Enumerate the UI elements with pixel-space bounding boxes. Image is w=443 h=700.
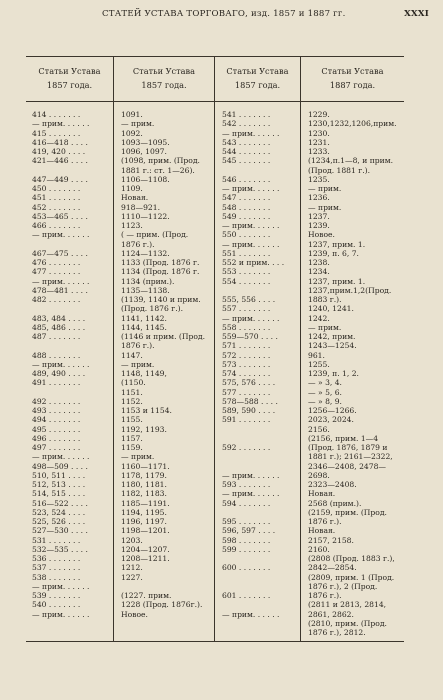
table-cell: 547 . . . . . . . [222,193,271,203]
table-cell: 466 . . . . . . . [32,221,81,230]
table-cell: 416—418 . . . . [32,137,88,147]
table-cell: (1150. [121,378,146,388]
table-cell: 548 . . . . . . . [222,202,271,212]
table-cell: 1134 (прим.). [121,276,175,286]
table-cell: 487 . . . . . . . [32,332,81,341]
table-cell: 594 . . . . . . . [222,498,271,508]
column-header-1857-c: Статьи Устава 1857 года. [226,66,289,90]
table-cell [32,304,110,313]
table-cell: 421—446 . . . . [32,156,88,166]
table-cell: 1134 (Прод. 1876 г. [121,267,200,277]
table-cell [222,434,304,443]
table-cell: 1185—1191. [121,498,170,508]
header-rule [26,101,404,102]
table-cell: 1234. [308,267,330,277]
table-cell: 452 . . . . . . . [32,202,81,212]
table-cell: (2159, прим. (Прод. [308,507,387,517]
table-cell: 531 . . . . . . . [32,535,81,545]
table-cell: 536 . . . . . . . [32,554,81,563]
table-cell: 1240, 1241. [308,304,354,314]
table-cell: (1098, прим. (Прод. [121,156,200,166]
table-cell: 414 . . . . . . . [32,110,81,119]
table-cell: 510, 511 . . . . [32,470,86,480]
left-1887-column [116,110,213,619]
table-cell [222,286,304,295]
table-cell: 599 . . . . . . . [222,544,271,554]
table-cell: 1196, 1197. [121,517,167,526]
table-cell [222,508,304,517]
table-cell: 483, 484 . . . . [32,313,86,323]
table-cell: 1192, 1193. [121,424,167,434]
table-cell: 512, 513 . . . . [32,480,86,489]
table-cell: — прим. . . . . . [32,230,90,240]
table-cell [32,341,110,350]
table-cell: — прим. . . . . . [222,221,280,230]
table-cell: 1133 (Прод. 1876 г. [121,258,200,267]
table-cell: Новое. [121,609,148,619]
table-cell: — прим. . . . . . [32,359,90,369]
table-cell: — прим. . . . . . [32,609,90,619]
table-cell: (1234,п.1—8, и прим. [308,156,394,166]
table-cell: 1242, прим. [308,332,356,341]
table-cell: 572 . . . . . . . [222,350,271,360]
column-header-1857-b: Статьи Устава 1857 года. [132,66,196,90]
table-cell: 453—465 . . . . [32,211,88,221]
table-cell: Новая. [121,193,149,203]
right-1887-column [303,110,398,637]
table-cell: — прим. [121,452,155,462]
table-cell: (1139, 1140 и прим. [121,295,201,304]
concordance-table [26,56,404,642]
table-cell: 1239, п. 6, 7. [308,248,359,258]
table-cell: 476 . . . . . . . [32,258,81,267]
table-cell: 2346—2408, 2478— [308,461,386,471]
table-cell: 1178, 1179. [121,470,167,480]
table-cell: (2811 и 2813, 2814, [308,600,387,610]
table-cell: — прим. [308,322,342,332]
table-cell: 1239, п. 1, 2. [308,369,359,378]
table-cell: 492 . . . . . . . [32,396,81,406]
table-cell: 1237, прим. 1. [308,239,366,249]
column-header-1857-a: Статьи Устава 1857 года. [38,66,101,90]
table-cell [222,462,304,471]
table-cell: — прим. [121,119,155,129]
table-cell: 514, 515 . . . . [32,489,86,499]
table-cell: 1237,прим.1,2(Прод. [308,285,392,295]
table-cell: 558 . . . . . . . [222,322,271,332]
table-cell: — прим. . . . . . [32,581,90,591]
table-cell: 1160—1171. [121,461,170,471]
table-cell: — прим. . . . . . [222,313,280,323]
table-cell: 1141, 1142. [121,313,167,323]
table-cell: 1198—1201. [121,526,170,536]
table-cell: 2160. [308,544,330,554]
table-cell: (1227. прим. [121,591,172,600]
table-cell: 1155. [121,415,143,425]
table-cell: 1093—1095. [121,137,170,147]
table-cell: 1237. [308,211,330,221]
table-cell: 2861, 2862. [308,609,354,619]
table-cell: — прим. . . . . . [32,452,90,462]
table-cell: 1256—1266. [308,406,357,415]
table-cell: (2808 (Прод. 1883 г.), [308,554,395,563]
table-cell: 1876 г.). [121,239,155,249]
table-cell: 1147. [121,350,143,360]
table-cell: 467—475 . . . . [32,248,88,258]
table-cell: 489, 490 . . . . [32,369,86,378]
table-cell: Новая. [308,489,336,499]
table-cell: 1151. [121,387,143,397]
table-cell: 1227. [121,572,143,582]
table-cell: 596, 597 . . . . [222,526,276,536]
table-cell: 2842—2854. [308,563,357,573]
table-cell: (1146 и прим. (Прод. [121,332,206,341]
table-cell: 1110—1122. [121,211,170,221]
right-1857-column [217,110,304,619]
table-cell: 525, 526 . . . . [32,517,86,526]
table-cell: 575, 576 . . . . [222,378,276,388]
table-cell: — прим. . . . . . [222,470,280,480]
table-cell: — прим. [308,202,342,212]
table-cell: 540 . . . . . . . [32,600,81,610]
table-cell: 1109. [121,184,143,193]
table-cell: 592 . . . . . . . [222,443,271,452]
table-cell: 545 . . . . . . . [222,156,271,166]
table-cell: 451 . . . . . . . [32,193,81,203]
table-cell: 497 . . . . . . . [32,443,81,452]
table-cell: 1106—1108. [121,174,170,184]
table-cell: (Прод. 1876 г.). [121,304,184,314]
table-cell: Новая. [308,526,336,536]
table-cell: 574 . . . . . . . [222,369,271,378]
table-cell: ( — прим. (Прод. [121,230,189,240]
table-cell: 554 . . . . . . . [222,276,271,286]
table-cell: 2156. [308,424,330,434]
table-cell: 546 . . . . . . . [222,174,271,184]
table-cell: 1229. [308,110,330,119]
table-cell: 1239. [308,221,330,230]
table-cell: 573 . . . . . . . [222,359,271,369]
table-cell: 550 . . . . . . . [222,230,271,240]
table-cell: 419, 420 . . . . [32,147,86,156]
table-cell: 555, 556 . . . . [222,295,276,304]
table-cell: 553 . . . . . . . [222,267,271,277]
table-cell: 1876 г.). [308,517,342,526]
table-cell: 600 . . . . . . . [222,563,271,573]
table-cell: 591 . . . . . . . [222,415,271,425]
table-cell: 539 . . . . . . . [32,591,81,600]
table-cell: 578—588 . . . . [222,396,278,406]
table-cell [222,582,304,591]
table-cell: 447—449 . . . . [32,174,88,184]
table-cell: 1182, 1183. [121,489,167,499]
table-cell: 1157. [121,433,143,443]
table-cell: — » 5, 6. [308,387,342,397]
table-cell: — » 3, 4. [308,378,342,388]
table-cell: 1876 г.), 2 (Прод. [308,581,378,591]
column-header-1887: Статьи Устава 1887 года. [321,66,384,90]
table-cell: 1180, 1181. [121,480,167,489]
table-cell: 1124—1132. [121,248,170,258]
column-rule [113,57,114,641]
table-cell: 496 . . . . . . . [32,433,81,443]
table-cell: 1208—1211. [121,554,170,563]
table-cell: 488 . . . . . . . [32,350,81,360]
table-cell: 543 . . . . . . . [222,137,271,147]
table-cell: 918—921. [121,202,160,212]
table-cell: 1235. [308,174,330,184]
table-cell: 516—522 . . . . [32,498,88,508]
table-cell: 1233. [308,147,330,156]
table-cell: 1243—1254. [308,341,357,351]
table-cell: 477 . . . . . . . [32,267,81,277]
table-cell: — прим. . . . . . [222,128,280,138]
table-cell: 2698. [308,470,330,480]
page-header [0,9,443,23]
table-cell: 450 . . . . . . . [32,184,81,193]
table-cell: 485, 486 . . . . [32,322,86,332]
table-cell: 1203. [121,535,143,545]
table-cell: 1242. [308,313,330,323]
table-cell: 1152. [121,396,143,406]
table-cell: 598 . . . . . . . [222,535,271,545]
table-cell: 491 . . . . . . . [32,378,81,388]
table-cell: 1883 г.). [308,295,342,304]
table-cell: 549 . . . . . . . [222,211,271,221]
table-cell: — прим. . . . . . [222,609,280,619]
table-cell: 593 . . . . . . . [222,480,271,489]
table-cell: 571 . . . . . . . [222,341,271,351]
column-rule [214,57,215,641]
table-cell: 493 . . . . . . . [32,406,81,415]
table-cell: 1123. [121,221,143,230]
table-cell: 557 . . . . . . . [222,304,271,314]
table-cell: (Прод. 1881 г.). [308,165,371,175]
table-cell: 1876 г.). [308,591,342,600]
table-cell: 1153 и 1154. [121,406,172,415]
table-cell: 551 . . . . . . . [222,248,271,258]
table-cell: — прим. [308,184,342,193]
table-cell: 537 . . . . . . . [32,563,81,573]
table-cell: 498—509 . . . . [32,461,88,471]
running-title: СТАТЕЙ УСТАВА ТОРГОВАГО, изд. 1857 и 1887 гг. [102,9,346,19]
table-cell: — прим. . . . . . [222,239,280,249]
table-cell: 415 . . . . . . . [32,128,81,138]
table-cell: 1236. [308,193,330,203]
table-cell [32,388,110,397]
table-cell: 538 . . . . . . . [32,572,81,582]
table-cell: 577 . . . . . . . [222,387,271,397]
table-cell: 1204—1207. [121,544,170,554]
table-cell [32,240,110,249]
table-cell [32,166,110,175]
table-cell: — » 8, 9. [308,396,342,406]
table-cell: 482 . . . . . . . [32,295,81,304]
table-cell: 542 . . . . . . . [222,119,271,129]
table-cell: (Прод. 1876, 1879 и [308,443,388,452]
table-cell: 1881 г.); 2161—2322, [308,452,393,462]
table-cell: 541 . . . . . . . [222,110,271,119]
table-cell: 1212. [121,563,143,573]
table-cell [222,600,304,609]
table-cell: 1228 (Прод. 1876г.). [121,600,203,610]
table-cell [222,166,304,175]
table-cell: 532—535 . . . . [32,544,88,554]
table-cell: 552 и прим. . . . [222,258,285,267]
table-cell: 1230. [308,128,330,138]
table-cell: 544 . . . . . . . [222,147,271,156]
table-cell: Новое. [308,230,335,240]
left-1857-column [26,110,110,619]
table-cell: 2323—2408. [308,480,357,489]
table-cell: — прим. [121,359,155,369]
table-cell: — прим. . . . . . [222,184,280,193]
table-cell: 1231. [308,137,330,147]
page-number: XXXI [404,9,429,19]
table-cell: 1096, 1097. [121,147,167,156]
table-cell: 2568 (прим.). [308,498,362,508]
table-cell: 1144, 1145. [121,322,167,332]
table-cell: (2810, прим. (Прод. [308,618,387,628]
table-cell [222,425,304,434]
table-cell: 595 . . . . . . . [222,517,271,526]
table-cell: 495 . . . . . . . [32,424,81,434]
table-cell: 1876 г.). [121,341,155,351]
table-cell: 1881 г.: ст. 1—26). [121,165,195,175]
table-cell: 494 . . . . . . . [32,415,81,425]
table-cell: 1159. [121,443,143,452]
table-cell: 1237, прим. 1. [308,276,366,286]
table-cell: 1255. [308,359,330,369]
table-cell [121,582,213,591]
table-cell: 1238. [308,258,330,267]
table-cell: — прим. . . . . . [32,119,90,129]
table-cell: (2156, прим. 1—4 [308,433,379,443]
table-cell: — прим. . . . . . [32,276,90,286]
table-cell: 2157, 2158. [308,535,354,545]
table-cell [222,554,304,563]
table-cell [222,452,304,461]
table-cell: (2809, прим. 1 (Прод. [308,572,395,582]
table-cell: 1230,1232,1206,прим. [308,119,397,129]
table-cell: 589, 590 . . . . [222,406,276,415]
table-cell: 1194, 1195. [121,507,167,517]
table-cell: 1091. [121,110,143,119]
table-cell: — прим. . . . . . [222,489,280,499]
table-cell: 1092. [121,128,143,138]
table-cell: 523, 524 . . . . [32,507,86,517]
table-cell: 478—481 . . . . [32,285,88,295]
table-cell: 1135—1138. [121,285,170,295]
table-cell: 601 . . . . . . . [222,591,271,600]
table-cell: 1148, 1149, [121,369,167,378]
table-cell: 961. [308,350,325,360]
table-cell: 1876 г.), 2812. [308,628,366,637]
table-cell: 527—530 . . . . [32,526,88,536]
table-cell: 559—570 . . . . [222,332,278,341]
table-cell [222,573,304,582]
table-cell: 2023, 2024. [308,415,354,425]
